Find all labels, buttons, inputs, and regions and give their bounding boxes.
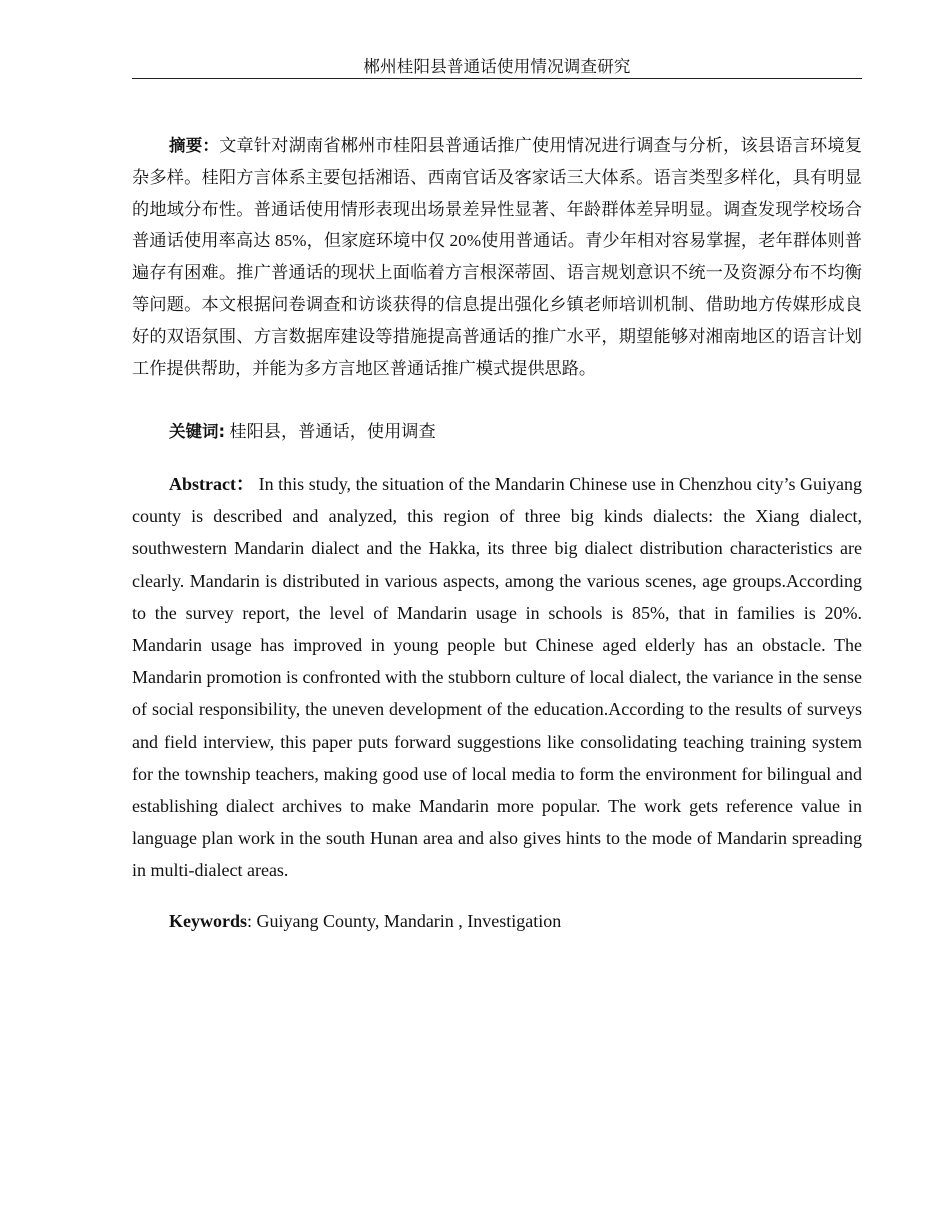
english-keywords-label: Keywords — [169, 911, 247, 931]
chinese-abstract — [132, 130, 862, 384]
english-abstract — [132, 468, 862, 887]
chinese-keywords-text: 桂阳县，普通话，使用调查 — [225, 422, 436, 441]
chinese-abstract-text: 文章针对湖南省郴州市桂阳县普通话推广使用情况进行调查与分析，该县语言环境复杂多样。桂阳方言体系主要包括湘语、西南官话及客家话三大体系。语言类型多样化，具有明显的地域分布性。普通话使用情形表现出场景差异性显著、年龄群体差异明显。调查发现学校场合普通话使用率高达 85%，但家庭环境中仅 20%使用普通话。青少年相对容易掌握，老年群体则普遍存有困难。推广普通话的现状上面临着方言根深蒂固、语言规划意识不统一及资源分布不均衡等问题。本文根据问卷调查和访谈获得的信息提出强化乡镇老师培训机制、借助地方传媒形成良好的双语氛围、方言数据库建设等措施提高普通话的推广水平，期望能够对湘南地区的语言计划工作提供帮助，并能为多方言地区普通话推广模式提供思路。 — [132, 136, 863, 378]
chinese-keywords-label: 关键词: — [169, 422, 226, 441]
chinese-keywords — [132, 416, 862, 448]
running-header-title: 郴州桂阳县普通话使用情况调查研究 — [363, 57, 631, 76]
chinese-abstract-label: 摘要： — [169, 136, 220, 155]
english-abstract-label: Abstract： — [169, 474, 255, 494]
running-header — [132, 56, 862, 79]
english-keywords — [132, 905, 862, 937]
english-keywords-text: : Guiyang County, Mandarin , Investigation — [247, 911, 562, 931]
english-abstract-text: In this study, the situation of the Mandarin Chinese use in Chenzhou city’s Guiyang county is described and analyzed, this region of three big kinds dialects: the Xiang dialect, southwestern Mandarin dialect and the Hakka, its three big dialect distribution characteristics are clearly. Mandarin is distributed in various aspects, among the various scenes, age groups.According to the survey report, the level of Mandarin usage in schools is 85%, that in families is 20%. Mandarin usage has improved in young people but Chinese aged elderly has an obstacle. The Mandarin promotion is confronted with the stubborn culture of local dialect, the variance in the sense of social responsibility, the uneven development of the education.According to the results of surveys and field interview, this paper puts forward suggestions like consolidating teaching training system for the township teachers, making good use of local media to form the environment for bilingual and establishing dialect archives to make Mandarin more popular. The work gets reference value in language plan work in the south Hunan area and also gives hints to the mode of Mandarin spreading in multi-dialect areas. — [132, 474, 862, 881]
